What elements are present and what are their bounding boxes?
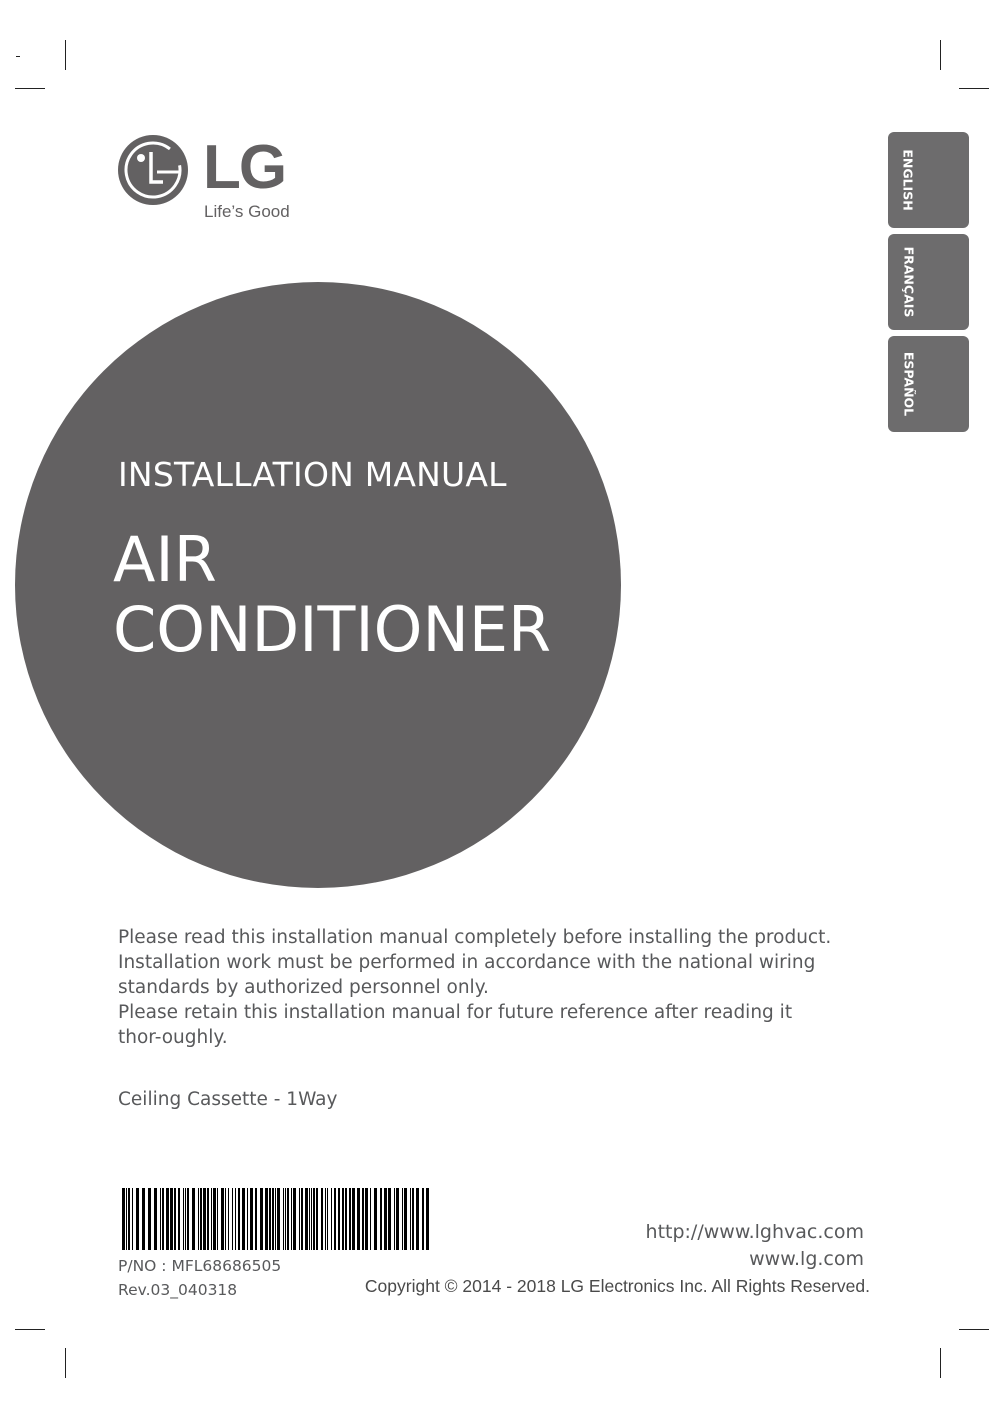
barcode-bar xyxy=(128,1188,130,1250)
barcode-bar xyxy=(325,1188,326,1250)
revision: Rev.03_040318 xyxy=(118,1281,238,1299)
barcode-bar xyxy=(422,1188,424,1250)
barcode-bar xyxy=(275,1188,276,1250)
barcode-bar xyxy=(160,1188,161,1250)
description-paragraph: Installation work must be performed in accordance with the national wiring standards by authorized personnel only. xyxy=(118,952,816,998)
barcode-bar xyxy=(232,1188,233,1250)
crop-mark xyxy=(940,40,941,70)
barcode-icon xyxy=(122,1188,432,1250)
barcode-bar xyxy=(283,1188,284,1250)
barcode-bar xyxy=(277,1188,280,1250)
crop-mark xyxy=(940,1348,941,1378)
barcode-bar xyxy=(260,1188,263,1250)
barcode-bar xyxy=(352,1188,355,1250)
crop-mark xyxy=(65,40,66,70)
barcode-bar xyxy=(291,1188,292,1250)
description xyxy=(118,925,858,1050)
barcode-bar xyxy=(238,1188,240,1250)
barcode-bar xyxy=(170,1188,173,1250)
barcode-bar xyxy=(126,1188,127,1250)
crop-mark xyxy=(15,1329,45,1330)
barcode-bar xyxy=(338,1188,340,1250)
barcode-bar xyxy=(269,1188,271,1250)
barcode-bar xyxy=(265,1188,268,1250)
barcode-bar xyxy=(412,1188,414,1250)
barcode-bar xyxy=(374,1188,377,1250)
barcode-bar xyxy=(287,1188,289,1250)
tab-english[interactable] xyxy=(888,132,969,228)
barcode-bar xyxy=(217,1188,218,1250)
crop-mark xyxy=(16,56,20,57)
tab-espanol[interactable] xyxy=(888,336,969,432)
description-paragraph: Please read this installation manual completely before installing the product. xyxy=(118,927,832,948)
barcode-bar xyxy=(293,1188,296,1250)
barcode-bar xyxy=(396,1188,399,1250)
barcode-bar xyxy=(313,1188,315,1250)
title-line-1: AIR xyxy=(113,523,217,596)
barcode-bar xyxy=(187,1188,189,1250)
barcode-bar xyxy=(255,1188,257,1250)
barcode-bar xyxy=(142,1188,145,1250)
part-number: P/NO : MFL68686505 xyxy=(118,1257,282,1275)
barcode-bar xyxy=(416,1188,419,1250)
barcode-bar xyxy=(404,1188,407,1250)
barcode-bar xyxy=(132,1188,133,1250)
barcode-bar xyxy=(362,1188,364,1250)
crop-mark xyxy=(65,1348,66,1378)
crop-mark xyxy=(959,1329,989,1330)
barcode-bar xyxy=(357,1188,360,1250)
copyright: Copyright © 2014 - 2018 LG Electronics Inc. All Rights Reserved. xyxy=(364,1276,870,1296)
barcode-bar xyxy=(192,1188,195,1250)
barcode-bar xyxy=(327,1188,328,1250)
barcode-bar xyxy=(247,1188,248,1250)
barcode-bar xyxy=(166,1188,169,1250)
website-link-lghvac[interactable]: http://www.lghvac.com xyxy=(645,1221,864,1243)
barcode-bar xyxy=(384,1188,387,1250)
barcode-bar xyxy=(213,1188,216,1250)
barcode-bar xyxy=(203,1188,206,1250)
barcode-bar xyxy=(321,1188,323,1250)
barcode-bar xyxy=(272,1188,274,1250)
barcode-bar xyxy=(198,1188,199,1250)
lg-logo-icon xyxy=(117,134,189,206)
logo-brand: LG xyxy=(203,133,286,202)
document-title xyxy=(113,525,551,665)
barcode-bar xyxy=(349,1188,351,1250)
barcode-bar xyxy=(410,1188,411,1250)
barcode-bar xyxy=(154,1188,157,1250)
barcode-bar xyxy=(221,1188,224,1250)
barcode-bar xyxy=(207,1188,209,1250)
title-line-2: CONDITIONER xyxy=(113,593,552,666)
barcode-bar xyxy=(301,1188,303,1250)
tab-francais[interactable] xyxy=(888,234,969,330)
barcode-bar xyxy=(402,1188,403,1250)
logo-tagline: Life’s Good xyxy=(204,202,290,221)
crop-mark xyxy=(15,88,45,89)
barcode-bar xyxy=(331,1188,332,1250)
barcode-bar xyxy=(122,1188,125,1250)
barcode-bar xyxy=(148,1188,151,1250)
barcode-bar xyxy=(225,1188,226,1250)
barcode-bar xyxy=(380,1188,382,1250)
website-link-lg[interactable]: www.lg.com xyxy=(749,1248,864,1270)
barcode-bar xyxy=(285,1188,286,1250)
barcode-bar xyxy=(334,1188,336,1250)
description-paragraph: Please retain this installation manual for future reference after reading it thor-oughly. xyxy=(118,1002,793,1048)
barcode-bar xyxy=(228,1188,229,1250)
barcode-bar xyxy=(365,1188,368,1250)
barcode-bar xyxy=(250,1188,253,1250)
tab-label: ESPAÑOL xyxy=(901,351,916,417)
tab-label: FRANÇAIS xyxy=(901,246,916,318)
barcode-bar xyxy=(370,1188,371,1250)
model-name: Ceiling Cassette - 1Way xyxy=(118,1089,338,1110)
barcode-bar xyxy=(211,1188,212,1250)
barcode-bar xyxy=(174,1188,176,1250)
barcode-bar xyxy=(394,1188,395,1250)
barcode-bar xyxy=(426,1188,429,1250)
barcode-bar xyxy=(183,1188,184,1250)
barcode-bar xyxy=(311,1188,312,1250)
tab-label: ENGLISH xyxy=(900,149,915,211)
barcode-bar xyxy=(136,1188,139,1250)
barcode-bar xyxy=(235,1188,236,1250)
barcode-bar xyxy=(342,1188,344,1250)
barcode-bar xyxy=(185,1188,186,1250)
barcode-bar xyxy=(345,1188,347,1250)
barcode-bar xyxy=(162,1188,164,1250)
crop-mark xyxy=(959,88,989,89)
barcode-bar xyxy=(242,1188,245,1250)
barcode-bar xyxy=(178,1188,180,1250)
barcode-bar xyxy=(200,1188,202,1250)
barcode-bar xyxy=(388,1188,391,1250)
document-subtitle: INSTALLATION MANUAL xyxy=(118,455,507,494)
barcode-bar xyxy=(305,1188,308,1250)
barcode-bar xyxy=(316,1188,318,1250)
barcode-bar xyxy=(299,1188,300,1250)
barcode-bar xyxy=(309,1188,310,1250)
